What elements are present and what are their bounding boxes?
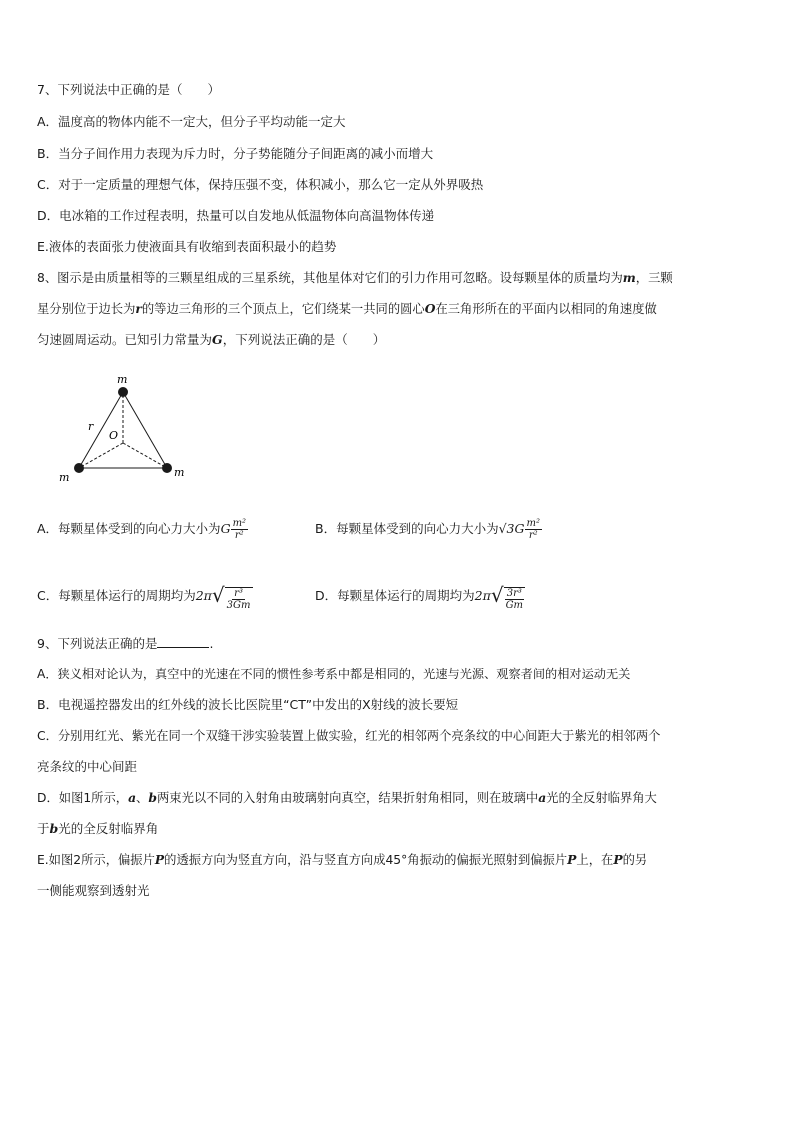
q9-option-e-line1: E.如图2所示，偏振片P的透振方向为竖直方向，沿与竖直方向成45°角振动的偏振光照射到偏振片P上，在P的另 <box>37 852 648 867</box>
label-center: O <box>109 429 119 442</box>
q9-option-b: B．电视遥控器发出的红外线的波长比医院里“CT”中发出的X射线的波长要短 <box>37 697 459 712</box>
q8-option-d: D．每颗星体运行的周期均为2π√ $\frac{\text{3r³}}{Gm}$ <box>315 578 525 615</box>
q8-stem-line2: 星分别位于边长为r的等边三角形的三个顶点上，它们绕某一共同的圆心O在三角形所在的平面内以相同的角速度做 <box>37 301 657 316</box>
q7-stem: 7、下列说法中正确的是（ ） <box>37 82 220 97</box>
q8-stem-line3: 匀速圆周运动。已知引力常量为G，下列说法正确的是（ ） <box>37 332 386 347</box>
q7-option-c: C．对于一定质量的理想气体，保持压强不变，体积减小，那么它一定从外界吸热 <box>37 177 484 192</box>
q9-option-d-line2: 于b光的全反射临界角 <box>37 821 159 836</box>
q9-stem: 9、下列说法正确的是 . <box>37 636 214 651</box>
force-fraction-a: $\frac{\text{m²}}{\text{r²}}$ <box>232 518 247 541</box>
q7-option-b: B．当分子间作用力表现为斥力时，分子势能随分子间距离的减小而增大 <box>37 146 434 161</box>
q7-option-a: A．温度高的物体内能不一定大，但分子平均动能一定大 <box>37 114 346 129</box>
q9-option-c-line1: C．分别用红光、紫光在同一个双缝干涉实验装置上做实验，红光的相邻两个亮条纹的中心间距大于紫光的相邻两个 <box>37 729 661 743</box>
label-side-length: r <box>88 420 94 433</box>
center-line-right <box>123 443 167 468</box>
three-star-diagram <box>55 370 195 485</box>
sqrt-sign-c: √ $\frac{\text{r³}}{3Gm}$ <box>211 583 251 611</box>
star-right <box>162 463 172 473</box>
q8-stem-line1: 8、图示是由质量相等的三颗星组成的三星系统，其他星体对它们的引力作用可忽略。设每颗星体的质量均为m，三颗 <box>37 270 673 285</box>
triangle-side-right <box>123 392 167 468</box>
q8-option-b: B．每颗星体受到的向心力大小为√3G $\frac{\text{m²}}{\text{r²}}$ <box>315 518 540 541</box>
label-left-mass: m <box>59 471 70 484</box>
label-top-mass: m <box>117 373 128 386</box>
q9-option-a: A．狭义相对论认为，真空中的光速在不同的惯性参考系中都是相同的，光速与光源、观察者间的相对运动无关 <box>37 667 631 681</box>
q9-option-d-line1: D．如图1所示，a、b两束光以不同的入射角由玻璃射向真空，结果折射角相同，则在玻璃中a光的全反射临界角大 <box>37 790 657 805</box>
q9-option-c-line2: 亮条纹的中心间距 <box>37 759 138 774</box>
q8-option-c: C．每颗星体运行的周期均为2π√ $\frac{\text{r³}}{3Gm}$ <box>37 578 253 615</box>
label-right-mass: m <box>174 466 185 479</box>
answer-blank <box>157 635 209 648</box>
q7-option-e: E.液体的表面张力使液面具有收缩到表面积最小的趋势 <box>37 239 337 254</box>
center-line-left <box>79 443 123 468</box>
q8-option-a: A．每颗星体受到的向心力大小为G $\frac{\text{m²}}{\text{r²}}$ <box>37 518 247 541</box>
q7-option-d: D．电冰箱的工作过程表明，热量可以自发地从低温物体向高温物体传递 <box>37 208 435 223</box>
force-fraction-b: $\frac{\text{m²}}{\text{r²}}$ <box>526 518 540 541</box>
star-top <box>118 387 128 397</box>
q9-option-e-line2: 一侧能观察到透射光 <box>37 883 150 898</box>
star-left <box>74 463 84 473</box>
sqrt-sign-d: √ $\frac{\text{3r³}}{Gm}$ <box>490 583 524 611</box>
